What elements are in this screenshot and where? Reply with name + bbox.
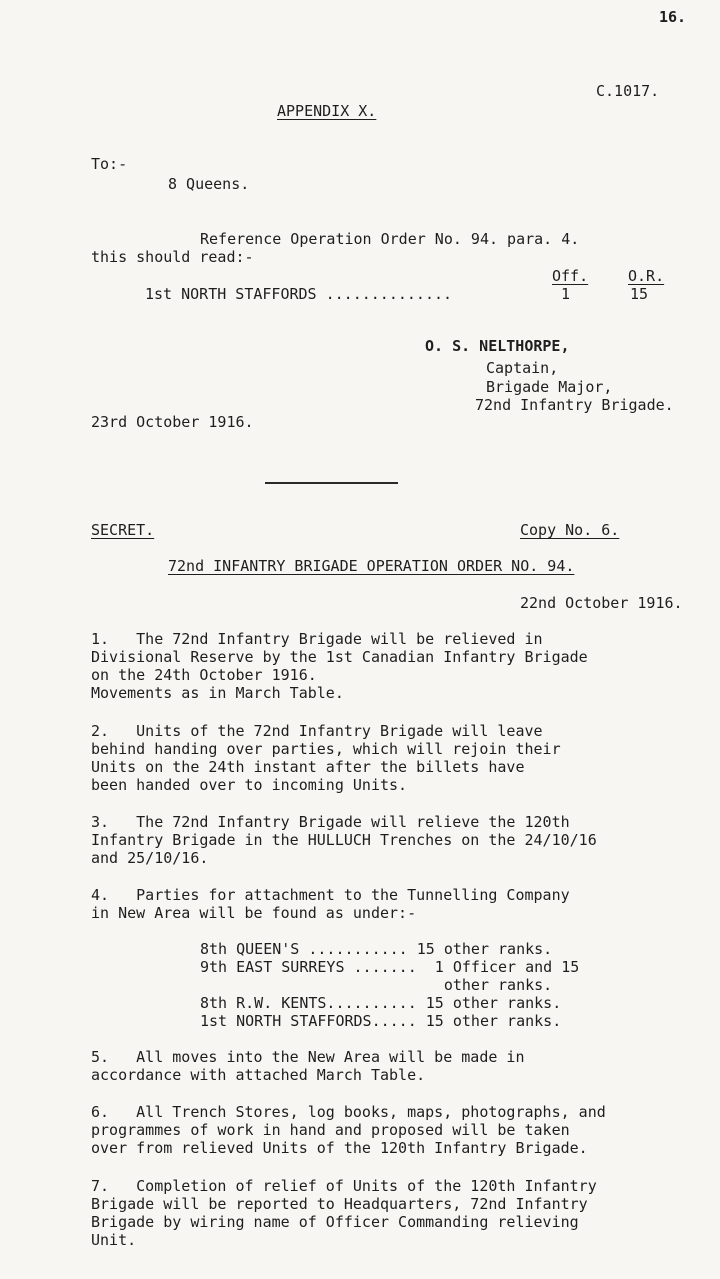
order-date: 22nd October 1916. [520,594,683,612]
memo-reference: C.1017. [596,82,660,100]
text-line: 1. The 72nd Infantry Brigade will be relieved in [91,630,543,648]
memo-body-line-1: Reference Operation Order No. 94. para. 4. [200,230,580,248]
signatory-rank: Captain, [486,359,559,377]
to-label: To:- [91,155,128,173]
text-line: 3. The 72nd Infantry Brigade will relieve the 120th [91,813,570,831]
order-title: 72nd INFANTRY BRIGADE OPERATION ORDER NO. 94. [168,557,575,575]
text-line: 5. All moves into the New Area will be made in [91,1048,525,1066]
column-other-ranks: O.R. [628,267,665,285]
column-officers: Off. [552,267,589,285]
party-row: other ranks. [200,976,553,994]
to-unit: 8 Queens. [168,175,250,193]
signatory-appointment: Brigade Major, [486,378,613,396]
party-row: 1st NORTH STAFFORDS..... 15 other ranks. [200,1012,562,1030]
text-line: over from relieved Units of the 120th Infantry Brigade. [91,1139,588,1157]
text-line: on the 24th October 1916. [91,666,317,684]
text-line: 4. Parties for attachment to the Tunnelling Company [91,886,570,904]
text-line: behind handing over parties, which will rejoin their [91,740,561,758]
row-other-ranks-value: 15 [630,285,649,303]
text-line: programmes of work in hand and proposed will be taken [91,1121,570,1139]
text-line: in New Area will be found as under:- [91,904,417,922]
memo-date: 23rd October 1916. [91,413,254,431]
text-line: Divisional Reserve by the 1st Canadian Infantry Brigade [91,648,588,666]
text-line: Brigade will be reported to Headquarters, 72nd Infantry [91,1195,588,1213]
text-line: 7. Completion of relief of Units of the 120th Infantry [91,1177,597,1195]
page-number: 16. [659,8,687,26]
copy-number: Copy No. 6. [520,521,620,539]
memo-body-line-2: this should read:- [91,248,254,266]
classification: SECRET. [91,521,155,539]
text-line: Brigade by wiring name of Officer Commanding relieving [91,1213,579,1231]
party-row: 9th EAST SURREYS ....... 1 Officer and 15 [200,958,580,976]
text-line: Movements as in March Table. [91,684,344,702]
text-line: and 25/10/16. [91,849,209,867]
row-unit: 1st NORTH STAFFORDS .............. [145,285,453,303]
section-divider [265,482,398,484]
text-line: Infantry Brigade in the HULLUCH Trenches on the 24/10/16 [91,831,597,849]
party-row: 8th R.W. KENTS.......... 15 other ranks. [200,994,562,1012]
text-line: 6. All Trench Stores, log books, maps, photographs, and [91,1103,606,1121]
signatory-formation: 72nd Infantry Brigade. [475,396,674,414]
row-officers-value: 1 [561,285,571,303]
text-line: Unit. [91,1231,137,1249]
text-line: been handed over to incoming Units. [91,776,408,794]
signatory: O. S. NELTHORPE, [425,337,570,355]
text-line: accordance with attached March Table. [91,1066,426,1084]
party-row: 8th QUEEN'S ........... 15 other ranks. [200,940,553,958]
text-line: 2. Units of the 72nd Infantry Brigade will leave [91,722,543,740]
appendix-title: APPENDIX X. [277,102,377,120]
text-line: Units on the 24th instant after the billets have [91,758,525,776]
